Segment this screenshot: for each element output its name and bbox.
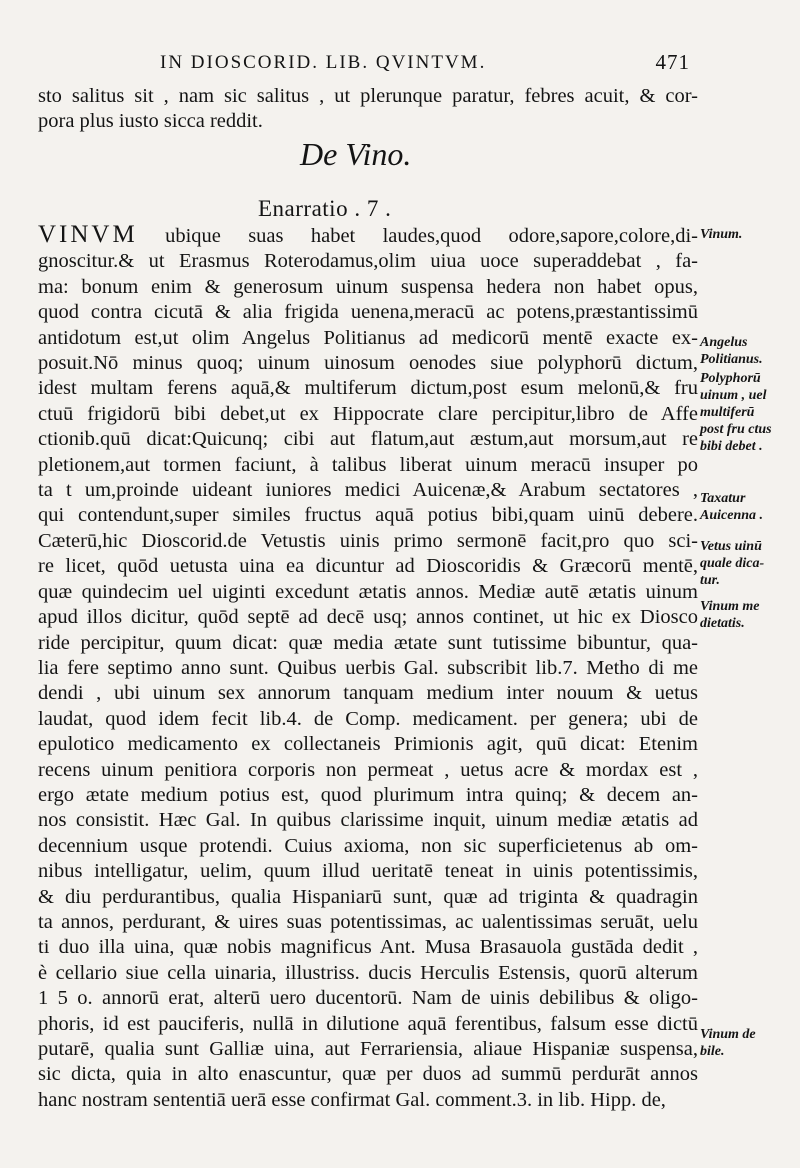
text-line: quod contra cicutā & alia frigida uenena,meracū ac potens,præstantissimū xyxy=(38,301,698,324)
text-line: nos consistit. Hæc Gal. In quibus clarissime inquit, uinum mediæ ætatis ad xyxy=(38,809,698,832)
text-line: laudat, quod idem fecit lib.4. de Comp. medicament. per genera; ubi de xyxy=(38,707,698,730)
first-word: VINVM xyxy=(38,222,138,248)
main-paragraph xyxy=(38,222,698,1113)
page-number: 471 xyxy=(655,50,690,74)
text-line: 1 5 o. annorū erat, alterū uero ducentorū. Nam de uinis debilibus & oligo- xyxy=(38,987,698,1010)
text-line: recens uinum penitiora corporis non permeat , uetus acre & mordax est , xyxy=(38,758,698,781)
margin-note: Vetus uinū quale dica- tur. xyxy=(700,539,765,588)
text-line: dendi , ubi uinum sex annorum tanquam medium inter nouum & uetus xyxy=(38,682,698,705)
text-line: qui contendunt,super similes fructus aquā potius bibi,quam uinū debere. xyxy=(38,504,698,527)
text-line: pora plus iusto sicca reddit. xyxy=(38,109,263,132)
text-line: idest multam ferens aquā,& multiferum dictum,post esum melonū,& fru xyxy=(38,377,698,400)
text-line: ma: bonum enim & generosum uinum suspensa hedera non habet opus, xyxy=(38,275,698,298)
text-line: gnoscitur.& ut Erasmus Roterodamus,olim uiua uoce superaddebat , fa- xyxy=(38,250,698,273)
text-line: ergo ætate medium potius est, quod plurimum intra quinq; & decem an- xyxy=(38,783,698,806)
text-line: epulotico medicamento ex collectaneis Primionis agit, quū dicat: Etenim xyxy=(38,733,698,756)
text-line: ctionib.quū dicat:Quicunq; cibi aut flatum,aut æstum,aut morsum,aut re xyxy=(38,428,698,451)
text-line: Cæterū,hic Dioscorid.de Vetustis uinis primo sermonē facit,pro quo sci- xyxy=(38,529,698,552)
text-line: re licet, quōd uetusta uina ea dicuntur ad Dioscoridis & Græcorū mentē, xyxy=(38,555,698,578)
text-line: lia fere septimo anno sunt. Quibus uerbis Gal. subscribit lib.7. Metho di me xyxy=(38,656,698,679)
text-line: phoris, id est pauciferis, nullā in dilutione aquā ferentibus, falsum esse dictū xyxy=(38,1012,698,1035)
text-line: antidotum est,ut olim Angelus Politianus ad medicorū mentē exacte ex- xyxy=(38,326,698,349)
text-line: nibus intelligatur, uelim, quum illud ueritatē teneat in uinis potentissimis, xyxy=(38,860,698,883)
text-line: ride percipitur, quum dicat: quæ media ætate sunt tutissime bibuntur, qua- xyxy=(38,631,698,654)
text-line: VINVM ubique suas habet laudes,quod odore,sapore,colore,di- xyxy=(38,222,698,248)
margin-note: Vinum. xyxy=(700,227,743,242)
intro-paragraph xyxy=(38,84,698,133)
text-line: ta annos, perdurant, & uires suas potentissimas, ac ualentissimas seruāt, uelu xyxy=(38,910,698,933)
text-line: apud illos dicitur, quōd septē ad decē usq; annos continet, ut hic ex Diosco xyxy=(38,606,698,629)
text-line: hanc nostram sententiā uerā esse confirmat Gal. comment.3. in lib. Hipp. de, xyxy=(38,1088,666,1111)
running-header xyxy=(160,52,690,74)
text-line: ctuū frigidorū bibi debet,ut ex Hippocrate clare percipitur,libro de Affe xyxy=(38,402,698,425)
text-line: sto salitus sit , nam sic salitus , ut plerunque paratur, febres acuit, & cor- xyxy=(38,85,698,107)
margin-note: Vinum de bile. xyxy=(700,1027,756,1059)
text-line: decennium usque protendi. Cuius axioma, non sic superficietenus ab om- xyxy=(38,834,698,857)
text-line: & diu perdurantibus, qualia Hispaniarū sunt, quæ ad triginta & quadragin xyxy=(38,885,698,908)
text-line: putarē, qualia sunt Galliæ uina, aut Ferrariensia, aliaue Hispaniæ suspensa, xyxy=(38,1038,698,1060)
running-title: IN DIOSCORID. LIB. QVINTVM. xyxy=(160,52,487,73)
margin-note: Angelus Politianus. xyxy=(700,335,763,367)
text-line: ta t um,proinde uideant iuniores medici Auicenæ,& Arabum sectatores , xyxy=(38,479,698,502)
subheading: Enarratio . 7 . xyxy=(258,196,392,221)
section-title: De Vino. xyxy=(300,136,412,172)
text-line: sic dicta, quia in alto enascuntur, quæ per duos ad summū perdurāt annos xyxy=(38,1063,698,1086)
text-line: è cellario siue cella uinaria, illustriss. ducis Herculis Estensis, quorū alterum xyxy=(38,961,698,984)
text-line: posuit.Nō minus quoq; uinum uinosum oenodes siue polyphorū dictum, xyxy=(38,352,698,375)
margin-note: Taxatur Auicenna . xyxy=(700,491,764,523)
text-line: pletionem,aut tormen faciunt, à talibus liberat uinum meracū insuper po xyxy=(38,453,698,476)
text-line: ti duo illa uina, quæ nobis magnificus Ant. Musa Brasauola gustāda dedit , xyxy=(38,936,698,959)
margin-note: Vinum me dietatis. xyxy=(700,599,760,631)
margin-note: Polyphorū uinum , uel multiferū post fru ctus bibi debet . xyxy=(700,371,772,454)
text-line: quæ quindecim uel uiginti excedunt ætatis annos. Mediæ autē ætatis uinum xyxy=(38,580,698,603)
